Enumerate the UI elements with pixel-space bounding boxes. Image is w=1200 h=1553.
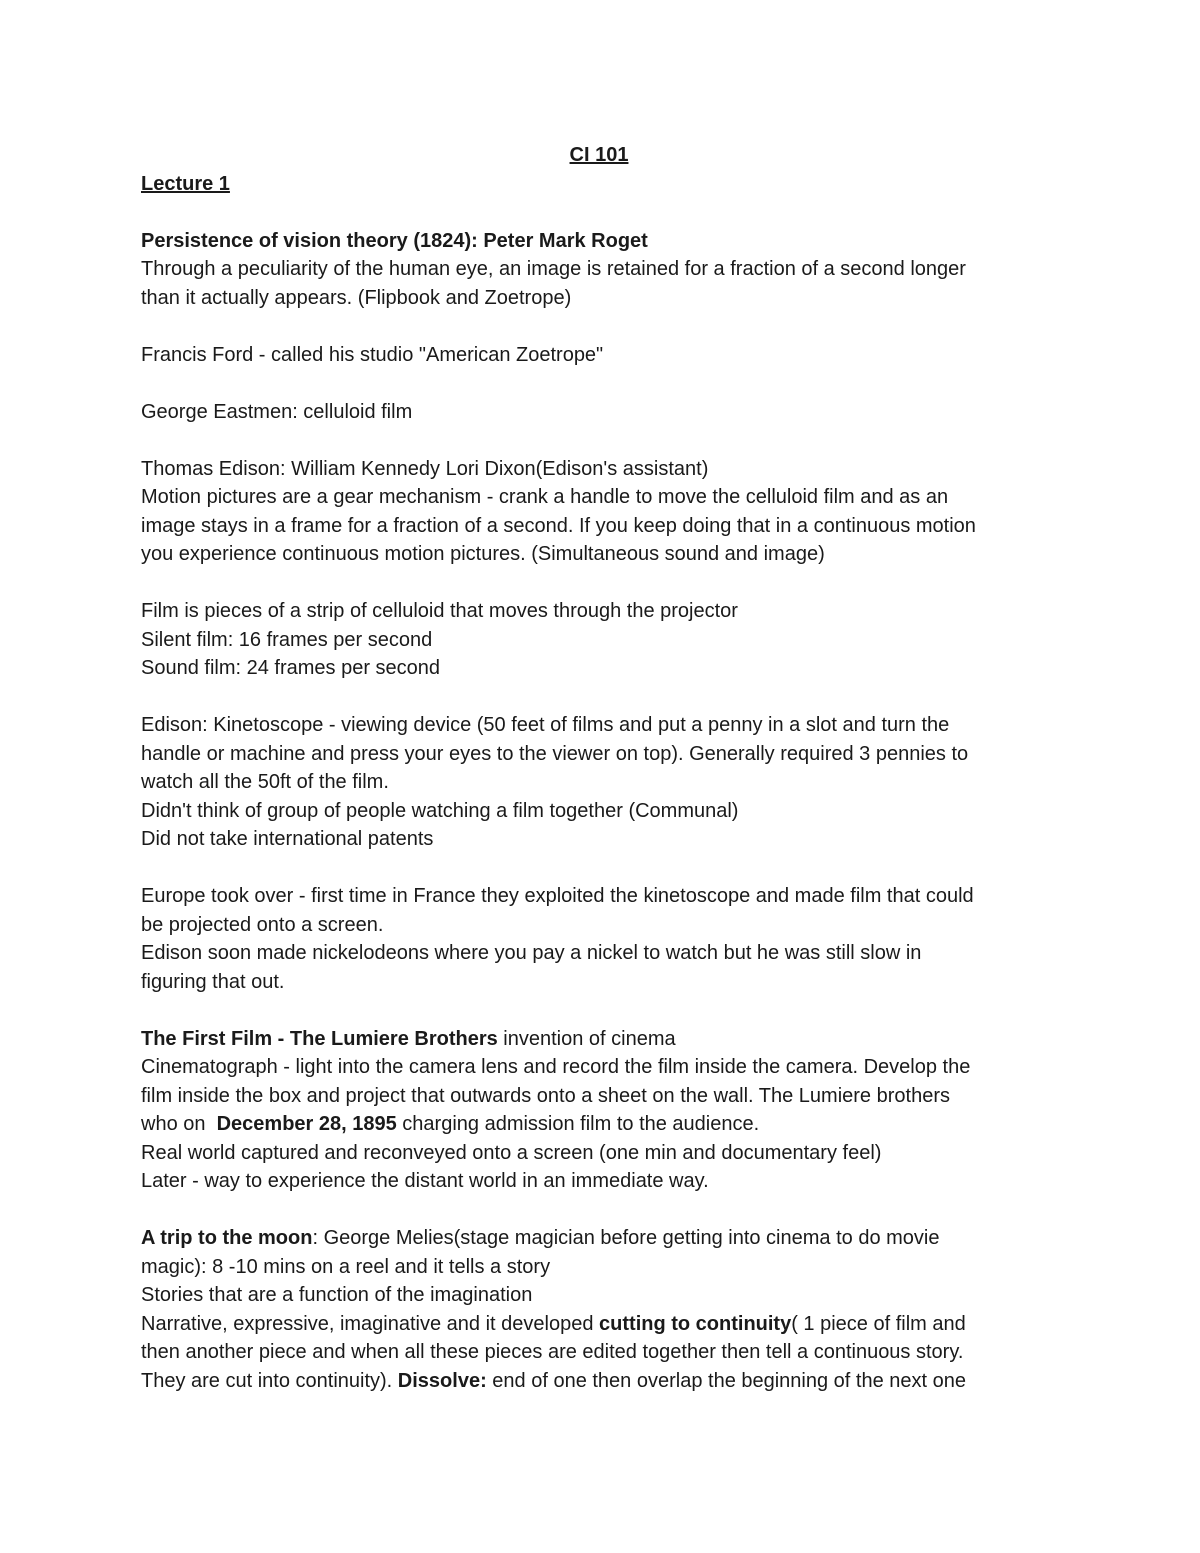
text-line: Motion pictures are a gear mechanism - crank a handle to move the celluloid film and as an xyxy=(141,486,949,508)
lumiere-heading-bold: The First Film - The Lumiere Brothers xyxy=(141,1027,498,1050)
text-line: Thomas Edison: William Kennedy Lori Dixon(Edison's assistant) xyxy=(141,457,709,480)
text-line: Edison soon made nickelodeons where you pay a nickel to watch but he was still slow in xyxy=(141,942,922,964)
moon-heading-bold: A trip to the moon xyxy=(141,1227,313,1249)
term-highlight: cutting to continuity xyxy=(599,1312,792,1335)
text-line: Silent film: 16 frames per second xyxy=(141,628,433,651)
course-title: CI 101 xyxy=(569,144,629,166)
moon-heading-rest: : George Melies(stage magician before getting into cinema to do movie xyxy=(312,1227,940,1249)
text-line: you experience continuous motion pictures. (Simultaneous sound and image) xyxy=(141,543,825,565)
text-line: image stays in a frame for a fraction of a second. If you keep doing that in a continuous motion xyxy=(141,514,976,537)
text-line: Stories that are a function of the imagination xyxy=(141,1284,533,1306)
lecture-heading: Lecture 1 xyxy=(141,172,230,195)
text-line: Francis Ford - called his studio "American Zoetrope" xyxy=(141,343,604,366)
text-line: Sound film: 24 frames per second xyxy=(141,657,441,679)
document-body xyxy=(141,141,1071,1395)
text-line: handle or machine and press your eyes to the viewer on top). Generally required 3 pennies to xyxy=(141,742,969,765)
text-line: Didn't think of group of people watching a film together (Communal) xyxy=(141,799,739,822)
text-line: Real world captured and reconveyed onto a screen (one min and documentary feel) xyxy=(141,1141,882,1164)
text-line: Edison: Kinetoscope - viewing device (50 feet of films and put a penny in a slot and turn the xyxy=(141,714,950,736)
text-line: Through a peculiarity of the human eye, an image is retained for a fraction of a second longer xyxy=(141,258,966,280)
moon-heading xyxy=(141,1224,1071,1253)
text-line: be projected onto a screen. xyxy=(141,913,384,936)
text-line: who on December 28, 1895 charging admission film to the audience. xyxy=(141,1113,760,1135)
text-line: than it actually appears. (Flipbook and Zoetrope) xyxy=(141,286,572,309)
text-line: Film is pieces of a strip of celluloid that moves through the projector xyxy=(141,600,738,622)
text-line: Did not take international patents xyxy=(141,828,434,850)
text-line: George Eastmen: celluloid film xyxy=(141,400,413,423)
text-line: film inside the box and project that outwards onto a sheet on the wall. The Lumiere brothers xyxy=(141,1084,950,1107)
text-line: magic): 8 -10 mins on a reel and it tells a story xyxy=(141,1255,551,1278)
text-line: Narrative, expressive, imaginative and it developed cutting to continuity( 1 piece of film and xyxy=(141,1312,966,1335)
text-line: watch all the 50ft of the film. xyxy=(141,771,389,793)
term-highlight: Dissolve: xyxy=(397,1369,487,1392)
text-line: Later - way to experience the distant world in an immediate way. xyxy=(141,1170,709,1192)
text-line: They are cut into continuity). Dissolve: end of one then overlap the beginning of the next one xyxy=(141,1369,967,1392)
text-line: Cinematograph - light into the camera lens and record the film inside the camera. Develop the xyxy=(141,1056,971,1078)
text-line: figuring that out. xyxy=(141,970,285,993)
lumiere-heading xyxy=(141,1025,1071,1054)
persistence-heading: Persistence of vision theory (1824): Peter Mark Roget xyxy=(141,229,648,252)
text-line: Europe took over - first time in France they exploited the kinetoscope and made film that could xyxy=(141,885,974,907)
text-line: then another piece and when all these pieces are edited together then tell a continuous story. xyxy=(141,1341,964,1363)
date-highlight: December 28, 1895 xyxy=(216,1113,397,1135)
lumiere-heading-rest: invention of cinema xyxy=(497,1027,676,1050)
